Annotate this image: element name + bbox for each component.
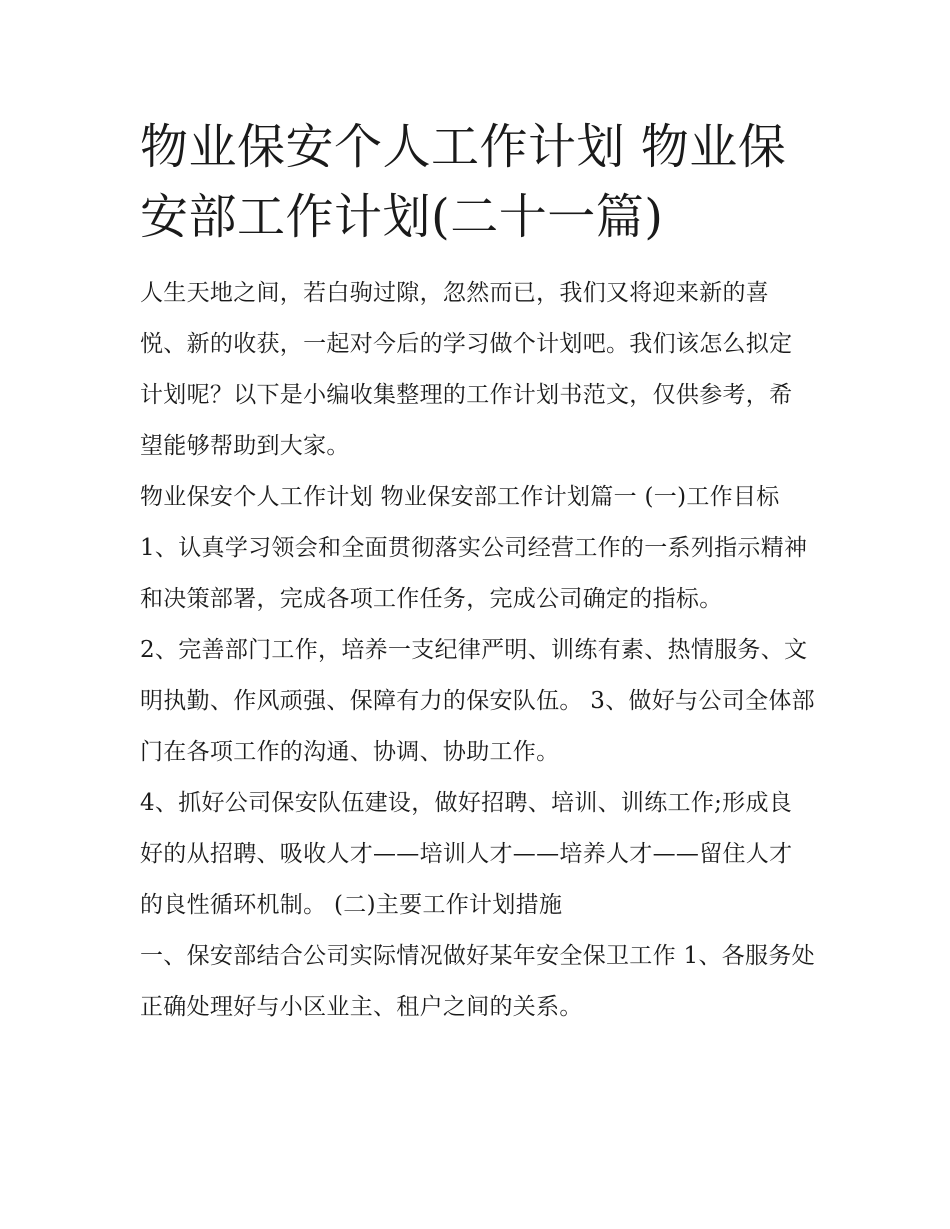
paragraph-item-4: 4、抓好公司保安队伍建设，做好招聘、培训、训练工作;形成良好的从招聘、吸收人才——培训人才——培养人才——留住人才的良性循环机制。 (二)主要工作计划措施 bbox=[140, 790, 793, 918]
document-title: 物业保安个人工作计划 物业保安部工作计划(二十一篇) bbox=[140, 119, 787, 245]
paragraph-section-heading: 物业保安个人工作计划 物业保安部工作计划篇一 (一)工作目标 bbox=[140, 484, 780, 510]
paragraph-item-2-3: 2、完善部门工作，培养一支纪律严明、训练有素、热情服务、文明执勤、作风顽强、保障有力的保安队伍。 3、做好与公司全体部门在各项工作的沟通、协调、协助工作。 bbox=[140, 637, 815, 765]
document-page bbox=[140, 112, 815, 1033]
paragraph-item-1: 1、认真学习领会和全面贯彻落实公司经营工作的一系列指示精神和决策部署，完成各项工作任务，完成公司确定的指标。 bbox=[140, 535, 808, 612]
paragraph-measures-1: 一、保安部结合公司实际情况做好某年安全保卫工作 1、各服务处正确处理好与小区业主、租户之间的关系。 bbox=[140, 943, 815, 1020]
paragraph-intro: 人生天地之间，若白驹过隙，忽然而已，我们又将迎来新的喜悦、新的收获，一起对今后的学习做个计划吧。我们该怎么拟定计划呢？以下是小编收集整理的工作计划书范文，仅供参考，希望能够帮助到大家。 bbox=[140, 280, 793, 459]
